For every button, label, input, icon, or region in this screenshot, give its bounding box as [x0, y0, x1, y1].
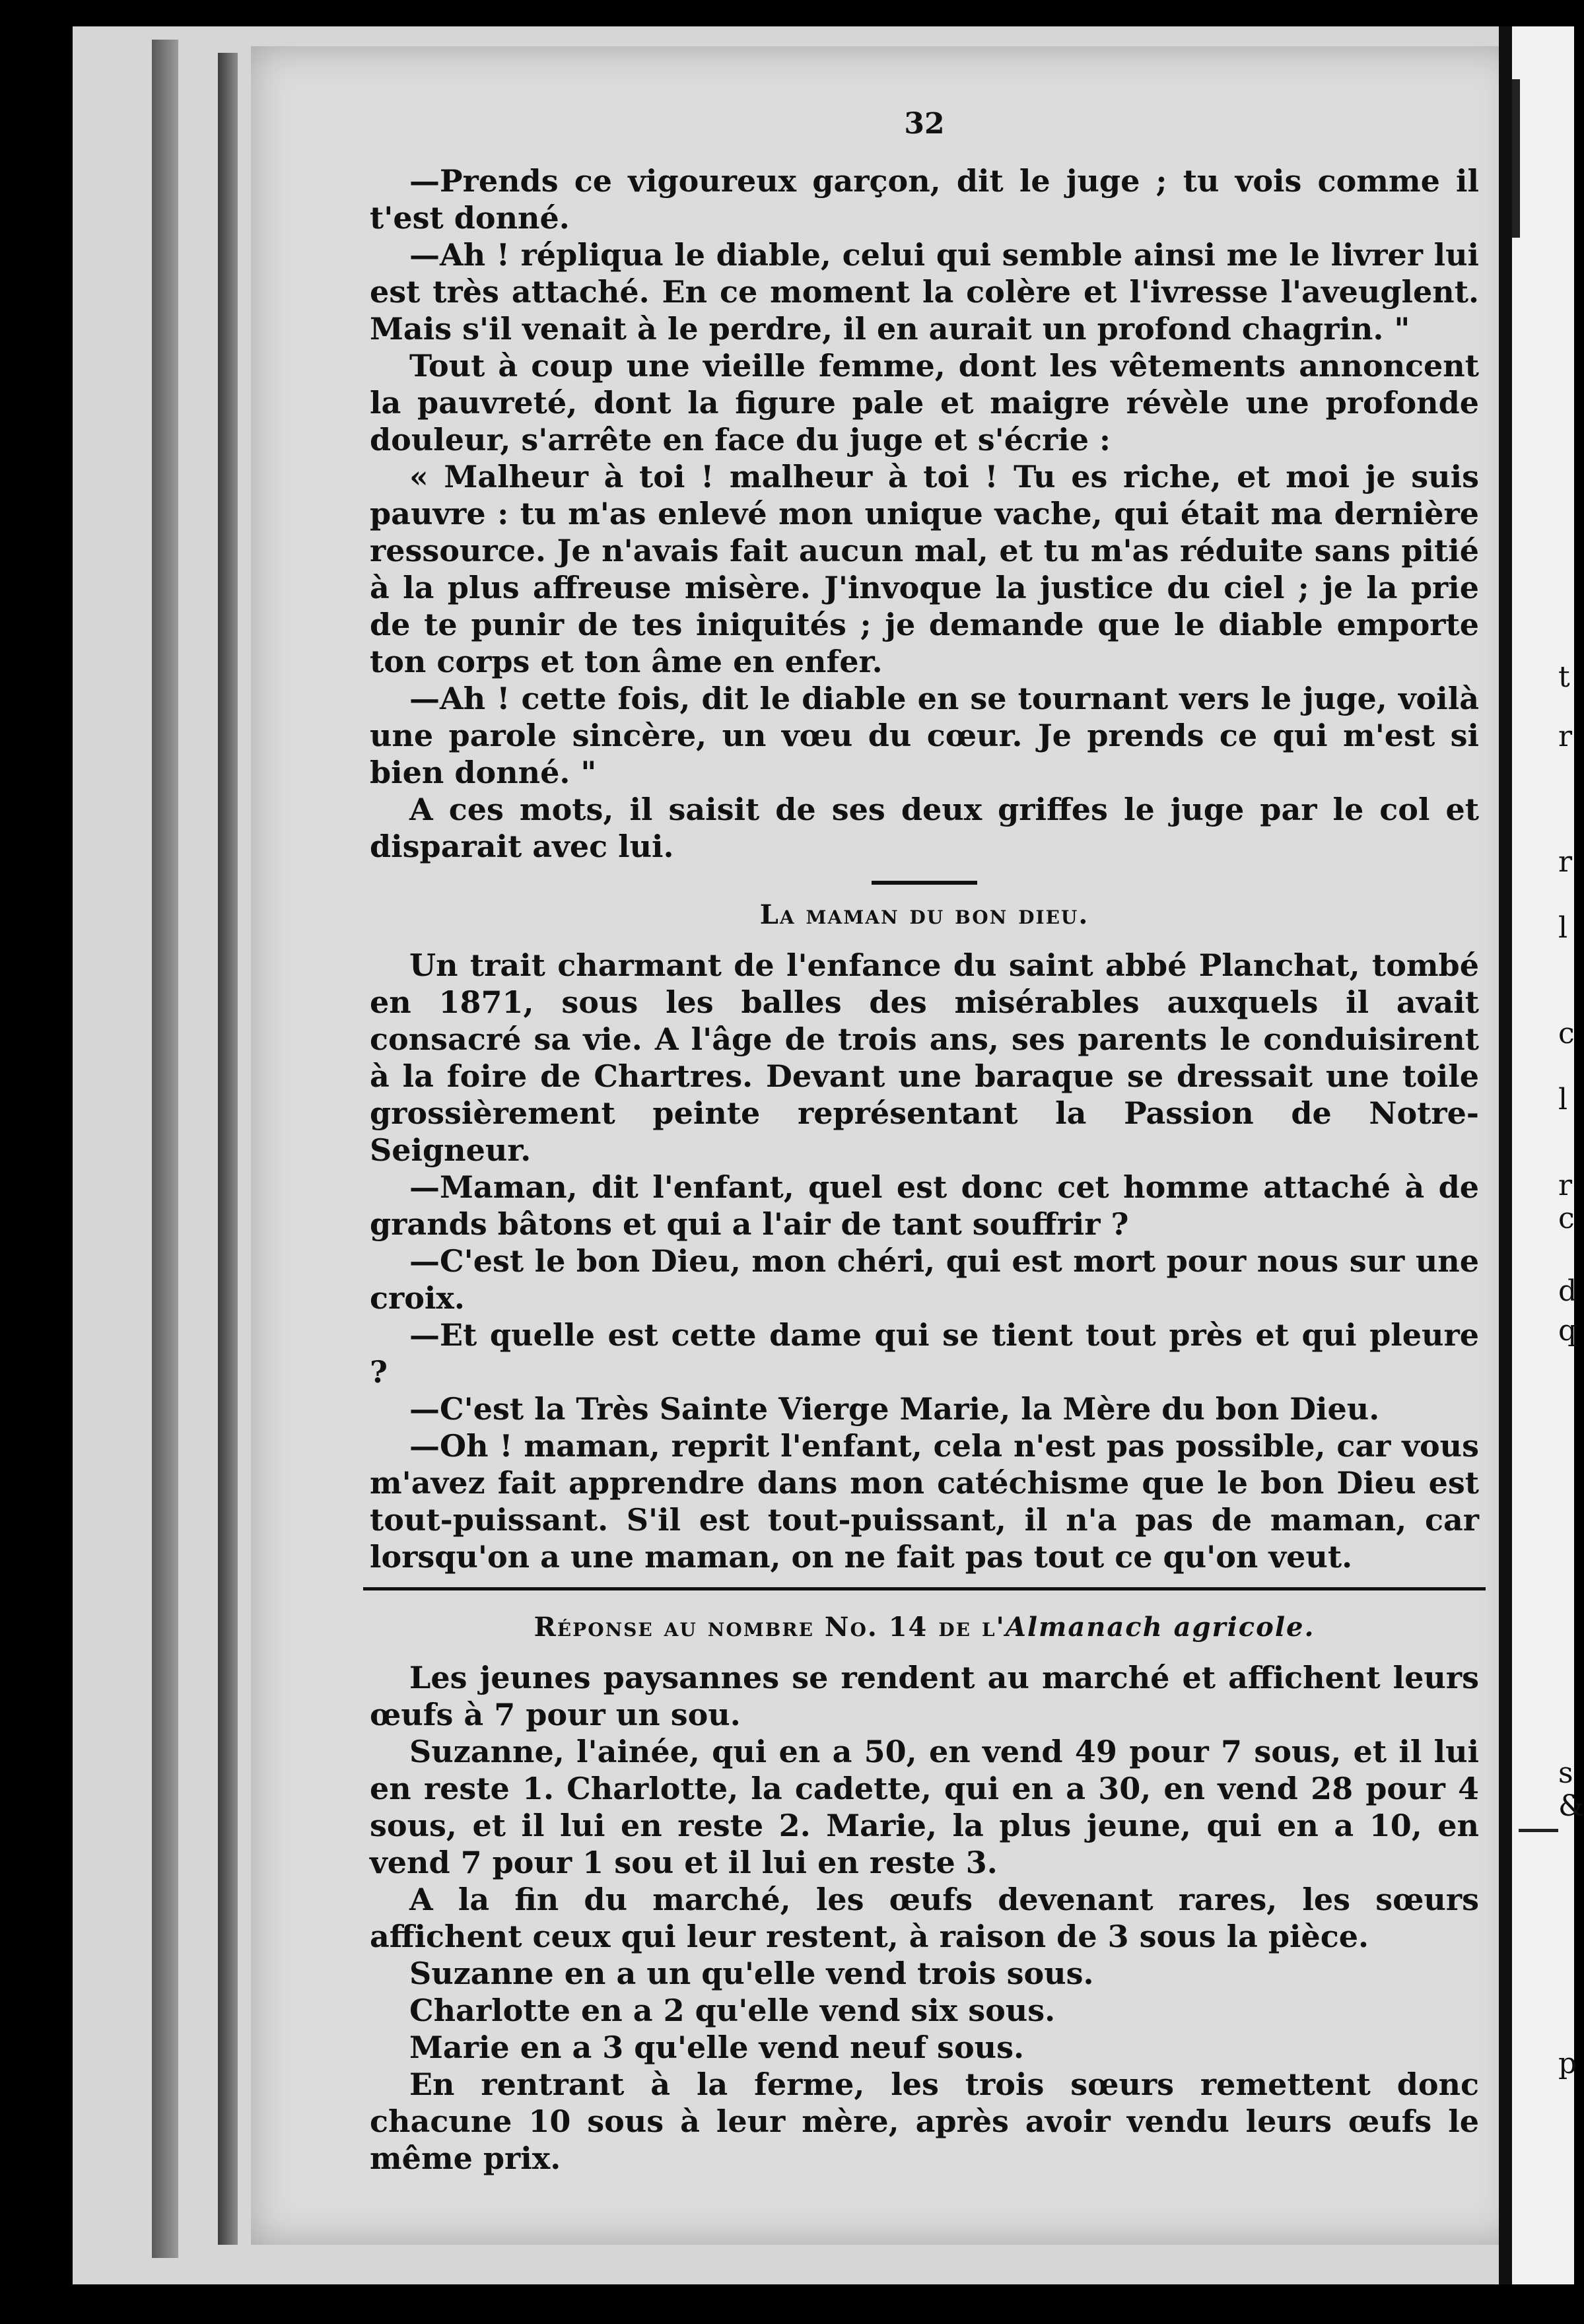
paragraph: A la fin du marché, les œufs devenant rares, les sœurs affichent ceux qui leur restent, à raison de 3 sous la pièce.	[370, 1882, 1479, 1954]
paragraph: Suzanne en a un qu'elle vend trois sous.	[409, 1956, 1094, 1991]
paragraph: —C'est la Très Sainte Vierge Marie, la Mère du bon Dieu.	[409, 1391, 1380, 1427]
paragraph: « Malheur à toi ! malheur à toi ! Tu es riche, et moi je suis pauvre : tu m'as enlevé mon unique vache, qui était ma dernière ressource. Je n'avais fait aucun mal, et tu m'as réduite sans pitié à la plus affreuse misère. J'invoque la justice du ciel ; je la prie de te punir de tes iniquités ; je demande que le diable emporte ton corps et ton âme en enfer.	[370, 459, 1479, 679]
margin-glyph: t	[1558, 660, 1570, 694]
paragraph: —Oh ! maman, reprit l'enfant, cela n'est pas possible, car vous m'avez fait apprendre dans mon catéchisme que le bon Dieu est tout-puissant. S'il est tout-puissant, il n'a pas de maman, car lorsqu'on a une maman, on ne fait pas tout ce qu'on veut.	[370, 1428, 1479, 1575]
section-heading: La maman du bon dieu.	[759, 899, 1089, 930]
margin-glyph: d	[1558, 1274, 1577, 1308]
page-edge	[152, 40, 178, 2258]
margin-rule	[1519, 1829, 1558, 1832]
paragraph: Charlotte en a 2 qu'elle vend six sous.	[409, 1993, 1056, 2028]
margin-glyph: q	[1558, 1314, 1577, 1348]
facing-page-strip	[1512, 26, 1574, 2284]
story-section	[370, 947, 1479, 1575]
paragraph: —C'est le bon Dieu, mon chéri, qui est mort pour nous sur une croix.	[370, 1243, 1479, 1316]
margin-glyph: s	[1558, 1756, 1573, 1790]
paragraph: —Prends ce vigoureux garçon, dit le juge ; tu vois comme il t'est donné.	[370, 163, 1479, 236]
paragraph: Un trait charmant de l'enfance du saint abbé Planchat, tombé en 1871, sous les balles des misérables auxquels il avait consacré sa vie. A l'âge de trois ans, ses parents le conduisirent à la foire de Chartres. Devant une baraque se dressait une toile grossièrement peinte représentant la Passion de Notre-Seigneur.	[370, 947, 1479, 1168]
section-divider	[872, 881, 977, 885]
margin-glyph: &	[1558, 1789, 1584, 1823]
margin-dark-mark	[1512, 79, 1520, 238]
story-ending	[370, 162, 1479, 865]
paragraph: A ces mots, il saisit de ses deux griffes le juge par le col et disparait avec lui.	[370, 792, 1479, 864]
page-text	[370, 106, 1479, 2177]
margin-glyph: c	[1558, 1017, 1575, 1050]
paragraph: —Ah ! répliqua le diable, celui qui semble ainsi me le livrer lui est très attaché. En ce moment la colère et l'ivresse l'aveuglent. Mais s'il venait à le perdre, il en aurait un profond chagrin. "	[370, 237, 1479, 347]
paragraph: —Ah ! cette fois, dit le diable en se tournant vers le juge, voilà une parole sincère, un vœu du cœur. Je prends ce qui m'est si bien donné. "	[370, 681, 1479, 790]
margin-glyph: r	[1558, 1169, 1573, 1202]
paragraph: —Et quelle est cette dame qui se tient tout près et qui pleure ?	[370, 1317, 1479, 1390]
page-number: 32	[904, 107, 945, 141]
margin-glyph: c	[1558, 1202, 1575, 1235]
heading-text: Réponse au nombre No. 14 de l'	[534, 1612, 1006, 1643]
margin-glyph: r	[1558, 720, 1573, 753]
paragraph: Tout à coup une vieille femme, dont les vêtements annoncent la pauvreté, dont la figure pale et maigre révèle une profonde douleur, s'arrête en face du juge et s'écrie :	[370, 348, 1479, 458]
paragraph: Suzanne, l'ainée, qui en a 50, en vend 49 pour 7 sous, et il lui en reste 1. Charlotte, la cadette, qui en a 30, en vend 28 pour 4 sous, et il lui en reste 2. Marie, la plus jeune, qui en a 10, en vend 7 pour 1 sou et il lui en reste 3.	[370, 1734, 1479, 1880]
paragraph: Marie en a 3 qu'elle vend neuf sous.	[409, 2030, 1024, 2065]
margin-glyph: p	[1558, 2047, 1577, 2080]
paragraph: Les jeunes paysannes se rendent au marché et affichent leurs œufs à 7 pour un sou.	[370, 1660, 1479, 1732]
margin-glyph: l	[1558, 1083, 1568, 1116]
heading-italic-title: Almanach agricole.	[1005, 1612, 1315, 1643]
section-heading	[370, 1609, 1479, 1646]
page-edge-inner	[218, 53, 238, 2245]
paragraph: En rentrant à la ferme, les trois sœurs remettent donc chacune 10 sous à leur mère, après avoir vendu leurs œufs le même prix.	[370, 2067, 1479, 2176]
margin-glyph: l	[1558, 911, 1568, 945]
answer-section	[370, 1659, 1479, 2177]
paragraph: —Maman, dit l'enfant, quel est donc cet homme attaché à de grands bâtons et qui a l'air de tant souffrir ?	[370, 1169, 1479, 1242]
section-divider-long	[363, 1587, 1486, 1590]
margin-glyph: r	[1558, 845, 1573, 879]
